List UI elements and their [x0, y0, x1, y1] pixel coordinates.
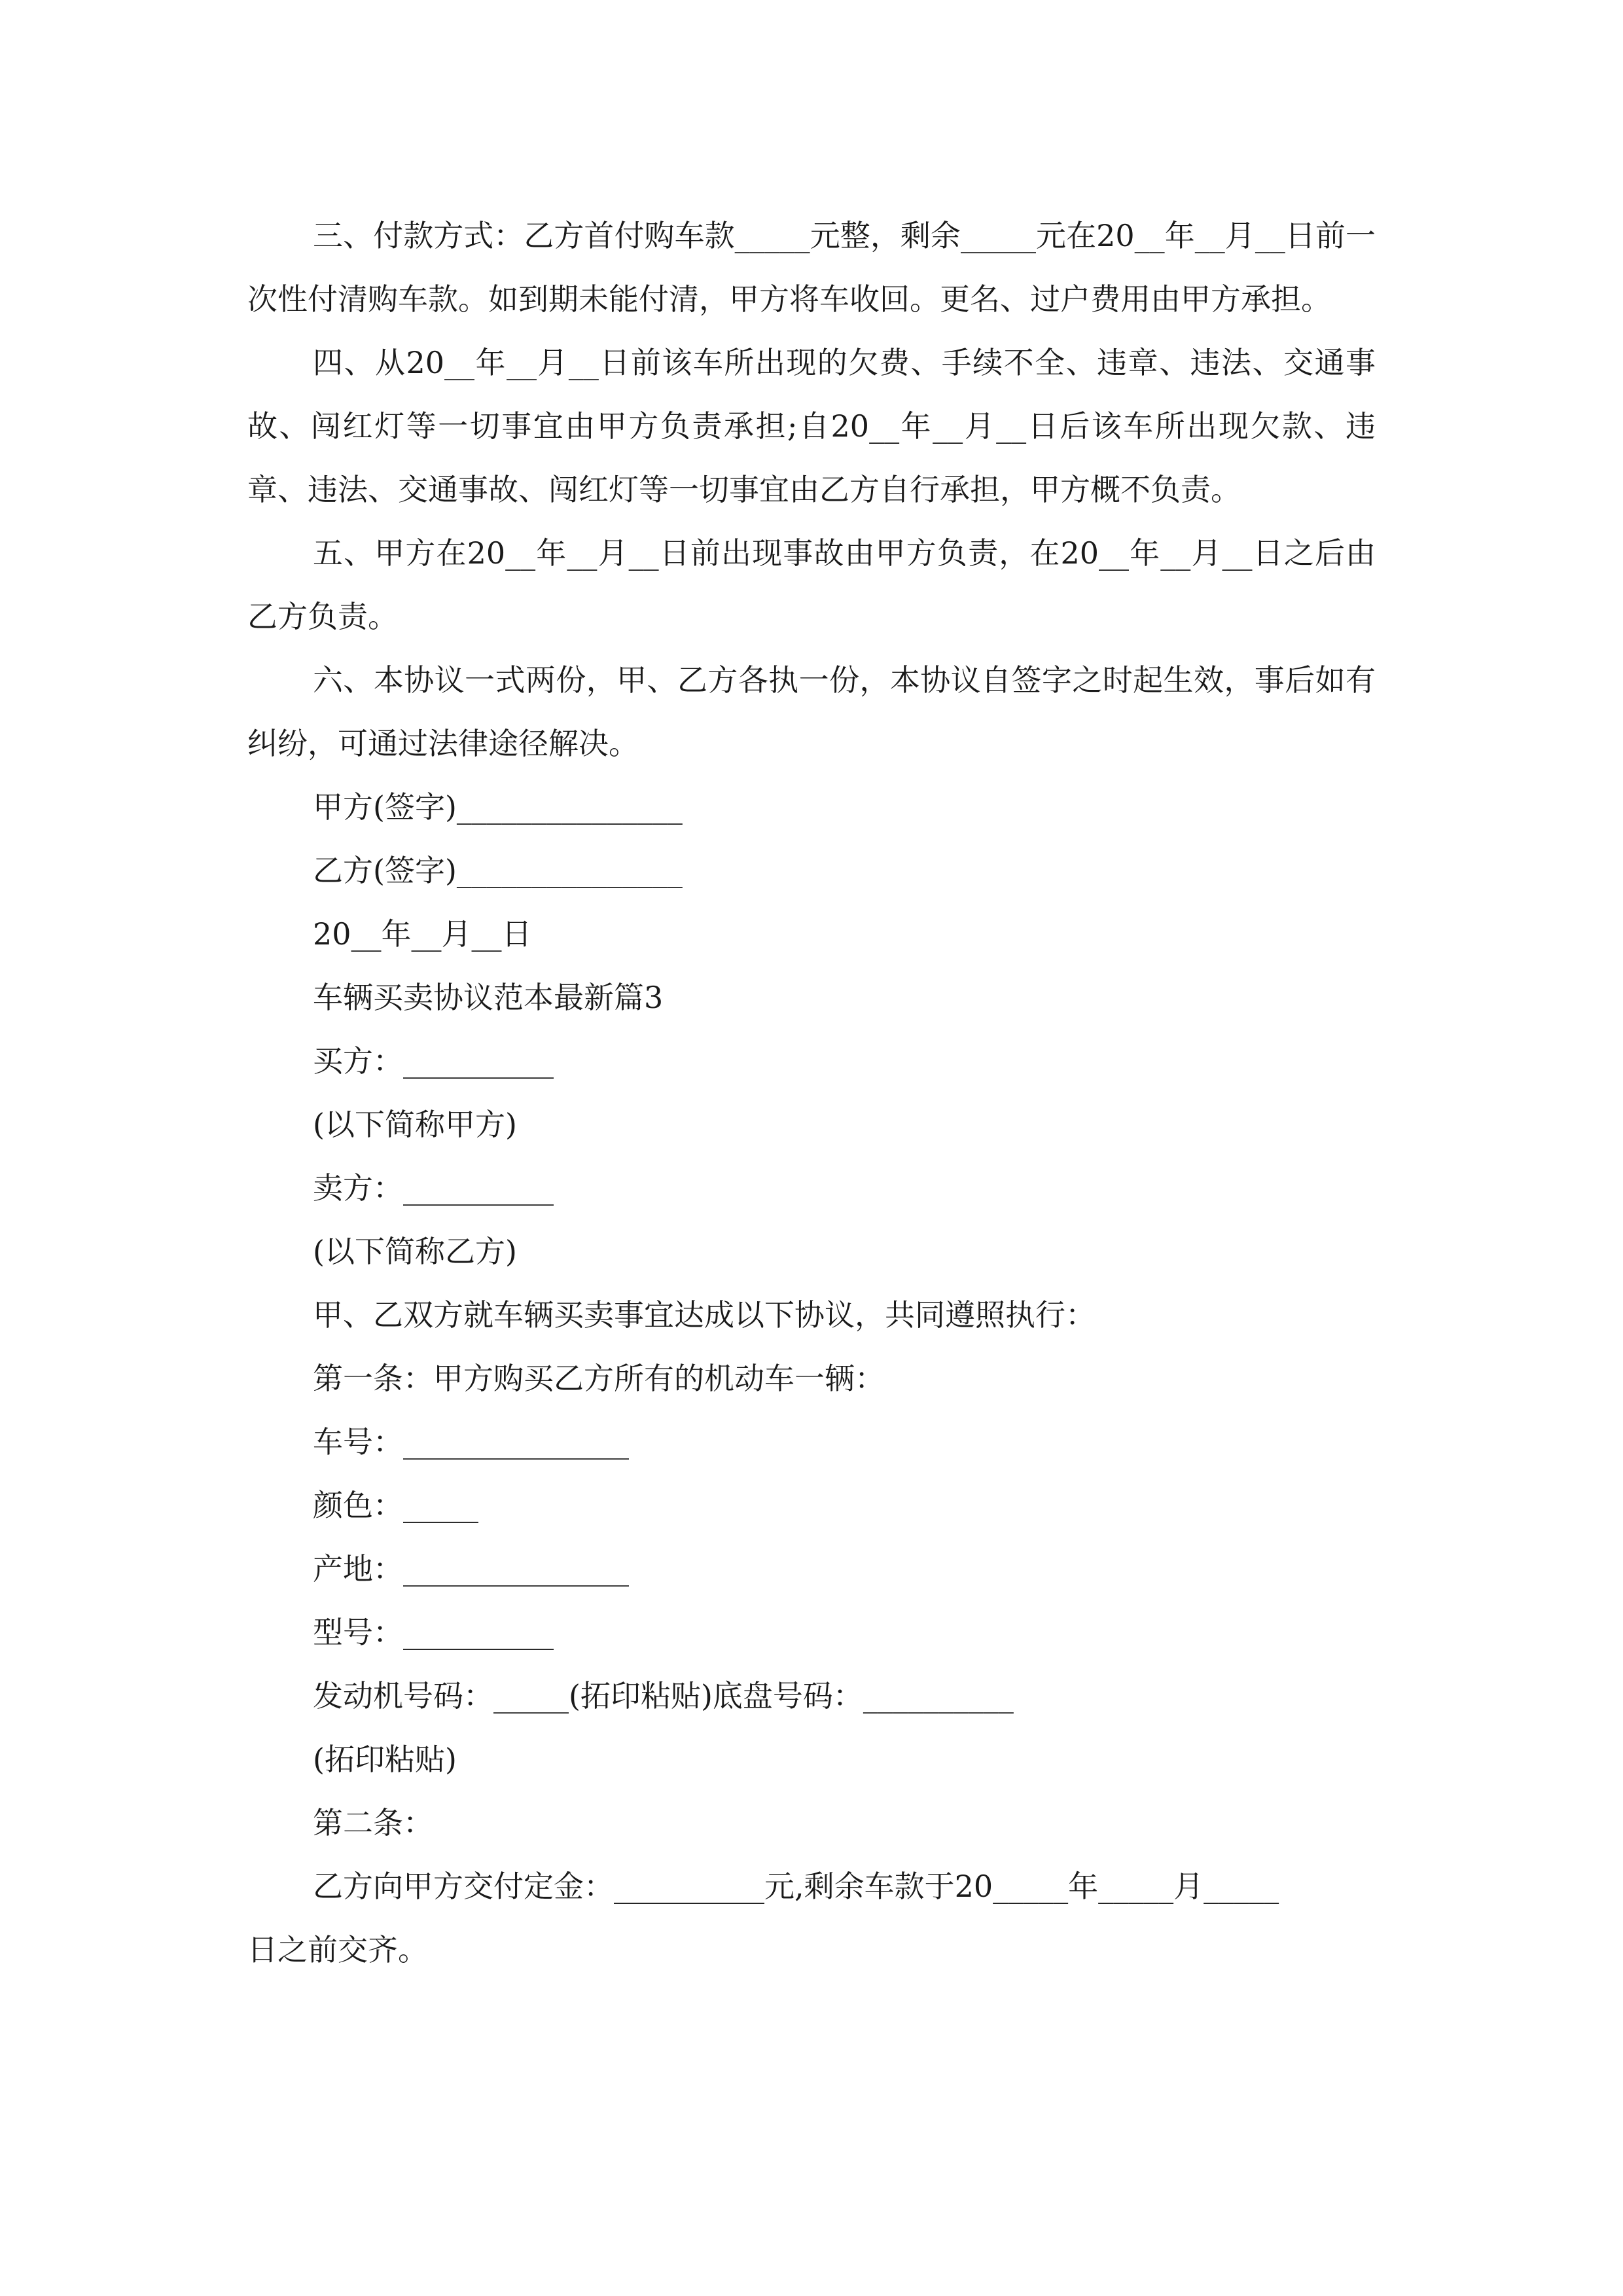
seller-line: 卖方：__________ — [313, 1170, 554, 1206]
buyer-line: 买方：__________ — [313, 1043, 554, 1079]
deposit-line: 乙方向甲方交付定金：__________元,剩余车款于20_____年_____月_____ — [313, 1869, 1279, 1904]
color-line: 颜色：_____ — [313, 1488, 478, 1523]
buyer-alias: (以下简称甲方) — [313, 1107, 517, 1142]
clause-4-liability: 四、从20__年__月__日前该车所出现的欠费、手续不全、违章、违法、交通事故、闯红灯等一切事宜由甲方负责承担;自20__年__月__日后该车所出现欠款、违章、违法、交通事故、闯红灯等一切事宜由乙方自行承担，甲方概不负责。 — [247, 345, 1376, 507]
document-body — [247, 204, 1376, 1982]
deposit-line-continued: 日之前交齐。 — [247, 1932, 428, 1967]
clause-6-copies: 六、本协议一式两份，甲、乙方各执一份，本协议自签字之时起生效，事后如有纠纷，可通过法律途径解决。 — [247, 662, 1376, 761]
article-1-heading: 第一条：甲方购买乙方所有的机动车一辆： — [313, 1361, 885, 1396]
clause-5-accident: 五、甲方在20__年__月__日前出现事故由甲方负责，在20__年__月__日之后由乙方负责。 — [247, 535, 1376, 634]
model-line: 型号：__________ — [313, 1615, 554, 1650]
article-2-heading: 第二条： — [313, 1805, 433, 1840]
party-b-signature: 乙方(签字)_______________ — [313, 853, 683, 888]
signing-date: 20__年__月__日 — [313, 916, 532, 952]
agreement-intro: 甲、乙双方就车辆买卖事宜达成以下协议，共同遵照执行： — [313, 1297, 1096, 1333]
clause-3-payment: 三、付款方式：乙方首付购车款_____元整，剩余_____元在20__年__月__日前一次性付清购车款。如到期未能付清，甲方将车收回。更名、过户费用由甲方承担。 — [247, 218, 1376, 317]
rubbing-note: (拓印粘贴) — [313, 1742, 457, 1777]
origin-line: 产地：_______________ — [313, 1551, 629, 1587]
seller-alias: (以下简称乙方) — [313, 1234, 517, 1269]
section-title: 车辆买卖协议范本最新篇3 — [313, 980, 664, 1015]
plate-number-line: 车号：_______________ — [313, 1424, 629, 1460]
engine-chassis-line: 发动机号码：_____(拓印粘贴)底盘号码：__________ — [313, 1678, 1014, 1713]
party-a-signature: 甲方(签字)_______________ — [313, 789, 683, 825]
